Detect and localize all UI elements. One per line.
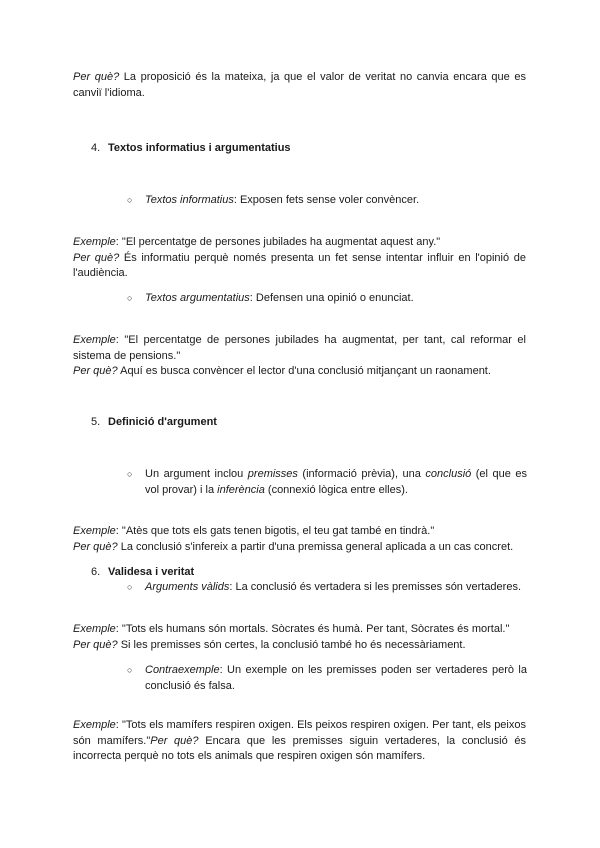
text-part: (el que es vol provar) i la	[145, 468, 527, 496]
section-number: 5.	[91, 416, 101, 428]
section-6-heading	[91, 565, 194, 581]
example-label: Exemple	[73, 525, 116, 537]
bullet-argumentatius	[127, 291, 527, 307]
bullet-circle-icon: ○	[127, 582, 133, 592]
bullet-argument	[127, 467, 527, 498]
bullet-circle-icon: ○	[127, 195, 133, 205]
bullet-contraexemple	[127, 663, 527, 694]
text-part: (connexió lògica entre elles).	[264, 483, 408, 496]
section-title: Textos informatius i argumentatius	[108, 142, 291, 154]
term: Arguments vàlids	[145, 581, 230, 593]
term-premisses: premisses	[247, 468, 298, 480]
example-contraexemple	[73, 718, 526, 765]
term: Textos argumentatius	[145, 292, 250, 304]
definition: : La conclusió és vertadera si les premisses són vertaderes.	[229, 581, 522, 593]
definition: : Un exemple on les premisses poden ser vertaderes però la conclusió és falsa.	[145, 664, 527, 692]
bullet-circle-icon: ○	[127, 665, 133, 675]
example-text: : "Tots els humans són mortals. Sòcrates és humà. Per tant, Sòcrates és mortal."	[115, 623, 510, 635]
example-informatius	[73, 235, 526, 282]
example-label: Exemple	[73, 623, 116, 635]
text-part: Un argument inclou	[145, 468, 248, 480]
why-label: Per què?	[73, 71, 120, 83]
term-conclusio: conclusió	[425, 468, 472, 480]
why-text: Si les premisses són certes, la conclusió també ho és necessàriament.	[117, 638, 466, 651]
text-part: (informació prèvia), una	[297, 468, 426, 480]
why-label: Per què?	[73, 638, 118, 651]
why-label: Per què?	[73, 365, 118, 377]
section-title: Definició d'argument	[108, 416, 217, 428]
intro-paragraph	[73, 70, 526, 101]
section-title: Validesa i veritat	[108, 566, 195, 578]
why-text: És informatiu perquè només presenta un fet sense intentar influir en l'opinió de l'audiència.	[73, 251, 526, 279]
example-label: Exemple	[73, 236, 116, 248]
definition: : Exposen fets sense voler convèncer.	[233, 194, 420, 206]
why-label: Per què?	[73, 251, 120, 264]
example-argument	[73, 524, 526, 555]
example-valids	[73, 622, 526, 653]
example-text: : "El percentatge de persones jubilades ha augmentat, per tant, cal reformar el sistema de pensions."	[73, 334, 526, 362]
section-number: 6.	[91, 566, 101, 578]
example-argumentatius	[73, 333, 526, 380]
why-label: Per què?	[73, 540, 118, 553]
bullet-arguments-valids	[127, 580, 527, 596]
term-inferencia: inferència	[217, 483, 265, 496]
example-text: : "Tots els mamífers respiren oxigen. Els peixos respiren oxigen. Per tant, els peixos són mamífers."	[73, 719, 526, 747]
section-4-heading	[91, 141, 291, 157]
bullet-informatius	[127, 193, 527, 209]
section-5-heading	[91, 415, 217, 431]
definition: : Defensen una opinió o enunciat.	[249, 292, 414, 304]
why-text: Encara que les premisses siguin vertaderes, la conclusió és incorrecta perquè no tots els animals que respiren oxigen són mamífers.	[73, 734, 526, 762]
example-label: Exemple	[73, 334, 116, 346]
bullet-circle-icon: ○	[127, 469, 133, 479]
why-text: La proposició és la mateixa, ja que el valor de veritat no canvia encara que es canviï l'idioma.	[73, 71, 526, 99]
bullet-circle-icon: ○	[127, 293, 133, 303]
why-text: La conclusió s'infereix a partir d'una premissa general aplicada a un cas concret.	[117, 540, 514, 553]
term: Contraexemple	[145, 664, 220, 676]
example-label: Exemple	[73, 719, 116, 731]
why-label: Per què?	[150, 734, 199, 747]
section-number: 4.	[91, 142, 101, 154]
term: Textos informatius	[145, 194, 234, 206]
example-text: : "El percentatge de persones jubilades ha augmentat aquest any."	[115, 236, 441, 248]
why-text: Aquí es busca convèncer el lector d'una conclusió mitjançant un raonament.	[117, 365, 491, 377]
example-text: : "Atès que tots els gats tenen bigotis, el teu gat també en tindrà."	[115, 525, 435, 537]
